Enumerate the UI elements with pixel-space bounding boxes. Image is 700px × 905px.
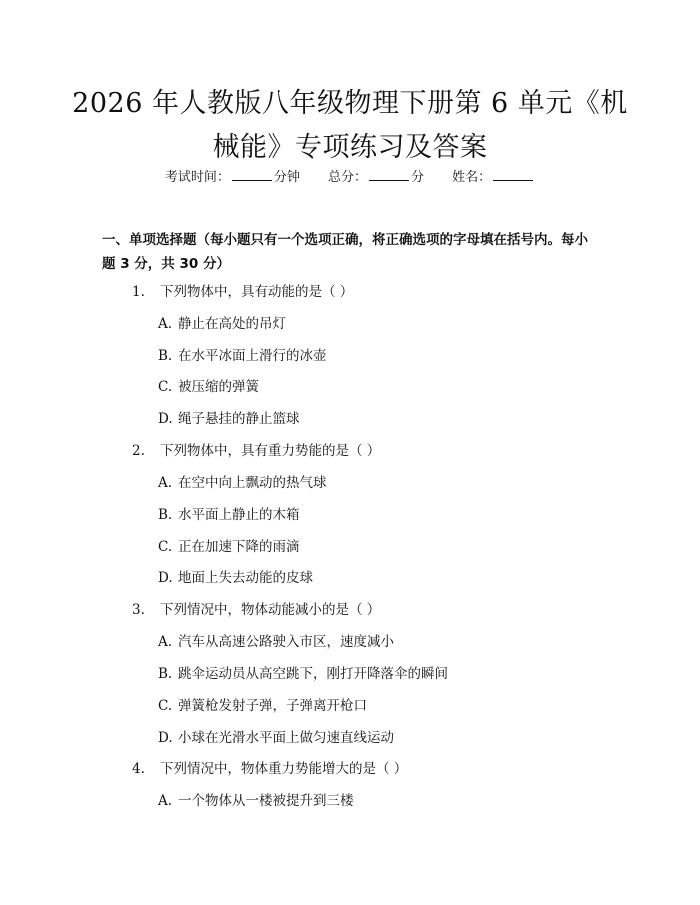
total-score-label: 总分： (327, 170, 367, 185)
question-number: 4. (132, 761, 145, 777)
option-letter: A. (158, 793, 173, 809)
option-letter: C. (158, 698, 173, 714)
exam-time-unit: 分钟 (273, 170, 300, 185)
exam-time-field (165, 168, 300, 188)
option-text: 在水平冰面上滑行的冰壶 (178, 348, 327, 364)
option-letter: B. (158, 348, 173, 364)
option-text: 一个物体从一楼被提升到三楼 (178, 793, 354, 809)
option-letter: C. (158, 539, 173, 555)
total-score-field (328, 168, 424, 188)
option-text: 汽车从高速公路驶入市区，速度减小 (178, 634, 394, 650)
question-text: 下列物体中，具有重力势能的是（ ） (160, 443, 381, 459)
question-stem (132, 759, 407, 779)
option-letter: A. (158, 316, 173, 332)
option-item (158, 409, 300, 429)
total-score-blank (369, 168, 409, 181)
option-letter: A. (158, 634, 173, 650)
option-text: 正在加速下降的雨滴 (178, 539, 300, 555)
option-item (158, 568, 313, 588)
question-number: 1. (132, 284, 145, 300)
option-text: 在空中向上飘动的热气球 (178, 475, 327, 491)
section-heading: 一、单项选择题（每小题只有一个选项正确，将正确选项的字母填在括号内。每小题 3 分，共 30 分） (102, 232, 588, 272)
option-letter: A. (158, 475, 173, 491)
option-item (158, 346, 327, 366)
option-item (158, 505, 300, 525)
exam-time-label: 考试时间： (164, 170, 230, 185)
option-text: 被压缩的弹簧 (178, 379, 259, 395)
student-name-blank (493, 168, 533, 181)
option-letter: D. (158, 570, 173, 586)
option-item (158, 791, 354, 811)
exam-info-line (0, 168, 700, 188)
option-item (158, 314, 286, 334)
option-letter: B. (158, 507, 173, 523)
option-item (158, 728, 394, 748)
question-text: 下列物体中，具有动能的是（ ） (160, 284, 354, 300)
question-text: 下列情况中，物体动能减小的是（ ） (160, 602, 381, 618)
option-item (158, 377, 259, 397)
question-number: 2. (132, 443, 145, 459)
option-letter: D. (158, 411, 173, 427)
question-text: 下列情况中，物体重力势能增大的是（ ） (160, 761, 408, 777)
option-letter: C. (158, 379, 173, 395)
option-item (158, 537, 300, 557)
student-name-field (452, 168, 535, 188)
question-stem (132, 441, 380, 461)
page-title: 2026 年人教版八年级物理下册第 6 单元《机械能》专项练习及答案 (72, 88, 628, 163)
option-text: 跳伞运动员从高空跳下，刚打开降落伞的瞬间 (178, 666, 448, 682)
option-item (158, 664, 448, 684)
question-stem (132, 282, 353, 302)
option-item (158, 632, 394, 652)
total-score-unit: 分 (411, 170, 425, 185)
student-name-label: 姓名： (452, 170, 492, 185)
option-item (158, 696, 367, 716)
exam-time-blank (232, 168, 272, 181)
option-text: 水平面上静止的木箱 (178, 507, 300, 523)
option-item (158, 473, 327, 493)
option-text: 弹簧枪发射子弹，子弹离开枪口 (178, 698, 367, 714)
question-stem (132, 600, 380, 620)
option-text: 绳子悬挂的静止篮球 (178, 411, 300, 427)
option-text: 地面上失去动能的皮球 (178, 570, 313, 586)
option-letter: D. (158, 730, 173, 746)
option-letter: B. (158, 666, 173, 682)
option-text: 静止在高处的吊灯 (178, 316, 286, 332)
question-number: 3. (132, 602, 145, 618)
option-text: 小球在光滑水平面上做匀速直线运动 (178, 730, 394, 746)
